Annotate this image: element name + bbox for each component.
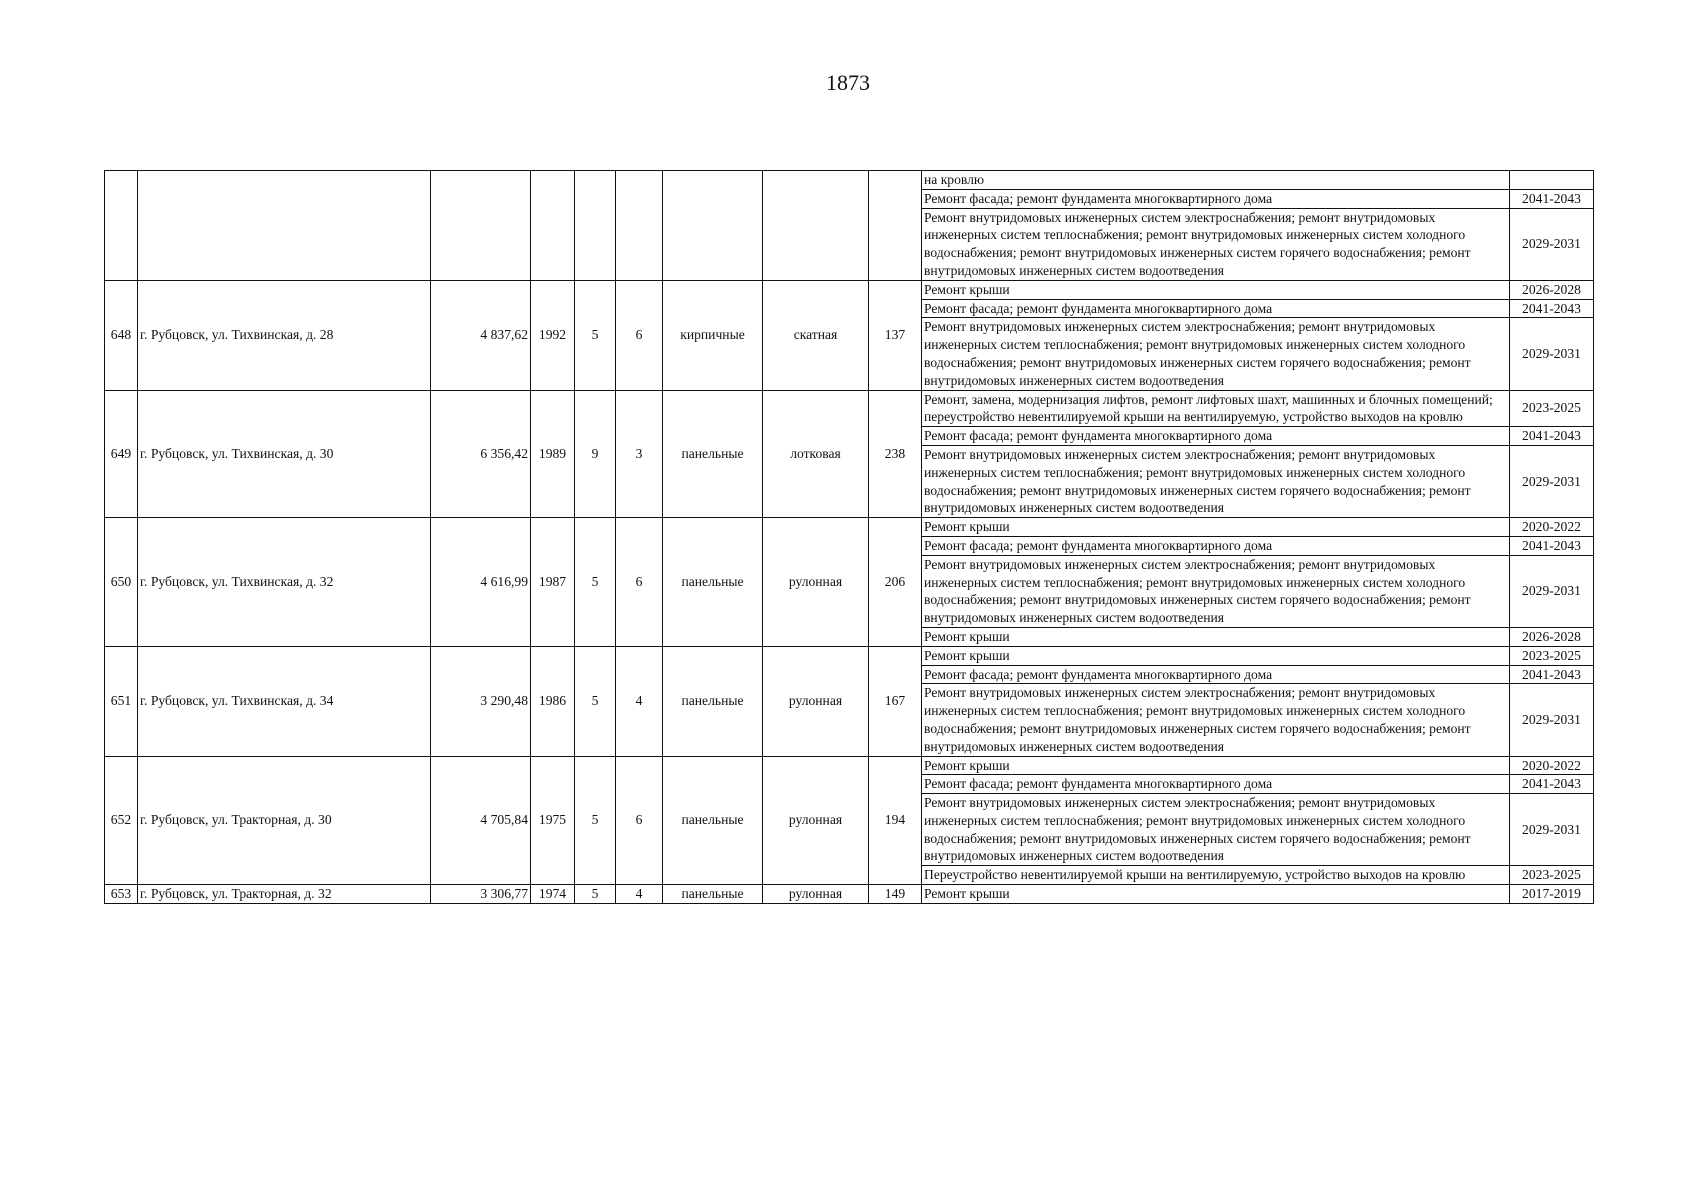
work-years-cell: 2029-2031 [1510, 555, 1594, 627]
work-years-cell: 2023-2025 [1510, 646, 1594, 665]
table-row [105, 280, 1594, 299]
floors-cell [575, 171, 616, 281]
work-type-cell: Ремонт крыши [922, 646, 1510, 665]
year-built-cell: 1987 [531, 518, 575, 647]
residents-cell: 194 [869, 756, 922, 885]
walls-material-cell: панельные [663, 390, 763, 518]
floors-cell: 5 [575, 280, 616, 390]
year-built-cell: 1974 [531, 885, 575, 904]
work-type-cell: Ремонт фасада; ремонт фундамента многоквартирного дома [922, 775, 1510, 794]
walls-material-cell: панельные [663, 518, 763, 647]
work-years-cell: 2029-2031 [1510, 208, 1594, 280]
work-years-cell: 2029-2031 [1510, 445, 1594, 517]
residents-cell: 167 [869, 646, 922, 756]
work-years-cell: 2041-2043 [1510, 775, 1594, 794]
row-number-cell: 652 [105, 756, 138, 885]
work-years-cell: 2023-2025 [1510, 866, 1594, 885]
address-cell: г. Рубцовск, ул. Тихвинская, д. 32 [138, 518, 431, 647]
work-type-cell: на кровлю [922, 171, 1510, 190]
floors-cell: 5 [575, 885, 616, 904]
work-type-cell: Ремонт фасада; ремонт фундамента многоквартирного дома [922, 665, 1510, 684]
area-cell [431, 171, 531, 281]
work-years-cell: 2041-2043 [1510, 427, 1594, 446]
work-type-cell: Ремонт крыши [922, 627, 1510, 646]
address-cell: г. Рубцовск, ул. Тракторная, д. 30 [138, 756, 431, 885]
roof-type-cell: лотковая [763, 390, 869, 518]
entrances-cell: 4 [616, 885, 663, 904]
address-cell: г. Рубцовск, ул. Тракторная, д. 32 [138, 885, 431, 904]
work-type-cell: Ремонт внутридомовых инженерных систем электроснабжения; ремонт внутридомовых инженерных систем теплоснабжения; ремонт внутридомовых инженерных систем холодного водоснабжения; ремонт внутридомовых инженерных систем горячего водоснабжения; ремонт внутридомовых инженерных систем водоотведения [922, 684, 1510, 756]
work-years-cell: 2020-2022 [1510, 518, 1594, 537]
floors-cell: 9 [575, 390, 616, 518]
table-row [105, 756, 1594, 775]
walls-material-cell: панельные [663, 756, 763, 885]
row-number-cell: 650 [105, 518, 138, 647]
work-years-cell [1510, 171, 1594, 190]
roof-type-cell: рулонная [763, 518, 869, 647]
work-type-cell: Ремонт крыши [922, 280, 1510, 299]
row-number-cell: 653 [105, 885, 138, 904]
walls-material-cell: панельные [663, 885, 763, 904]
work-type-cell: Ремонт внутридомовых инженерных систем электроснабжения; ремонт внутридомовых инженерных систем теплоснабжения; ремонт внутридомовых инженерных систем холодного водоснабжения; ремонт внутридомовых инженерных систем горячего водоснабжения; ремонт внутридомовых инженерных систем водоотведения [922, 208, 1510, 280]
area-cell: 6 356,42 [431, 390, 531, 518]
work-years-cell: 2029-2031 [1510, 318, 1594, 390]
year-built-cell: 1975 [531, 756, 575, 885]
work-years-cell: 2023-2025 [1510, 390, 1594, 427]
work-type-cell: Ремонт внутридомовых инженерных систем электроснабжения; ремонт внутридомовых инженерных систем теплоснабжения; ремонт внутридомовых инженерных систем холодного водоснабжения; ремонт внутридомовых инженерных систем горячего водоснабжения; ремонт внутридомовых инженерных систем водоотведения [922, 318, 1510, 390]
table-row [105, 646, 1594, 665]
residents-cell: 238 [869, 390, 922, 518]
year-built-cell: 1989 [531, 390, 575, 518]
work-type-cell: Ремонт крыши [922, 885, 1510, 904]
table-row [105, 885, 1594, 904]
work-years-cell: 2026-2028 [1510, 280, 1594, 299]
roof-type-cell: рулонная [763, 756, 869, 885]
work-type-cell: Переустройство невентилируемой крыши на вентилируемую, устройство выходов на кровлю [922, 866, 1510, 885]
walls-material-cell: панельные [663, 646, 763, 756]
year-built-cell [531, 171, 575, 281]
entrances-cell: 6 [616, 280, 663, 390]
table-row [105, 518, 1594, 537]
row-number-cell [105, 171, 138, 281]
work-type-cell: Ремонт фасада; ремонт фундамента многоквартирного дома [922, 536, 1510, 555]
row-number-cell: 648 [105, 280, 138, 390]
table-row [105, 171, 1594, 190]
work-type-cell: Ремонт, замена, модернизация лифтов, ремонт лифтовых шахт, машинных и блочных помещений; переустройство невентилируемой крыши на вентилируемую, устройство выходов на кровлю [922, 390, 1510, 427]
work-years-cell: 2041-2043 [1510, 536, 1594, 555]
roof-type-cell: рулонная [763, 885, 869, 904]
entrances-cell: 4 [616, 646, 663, 756]
work-years-cell: 2041-2043 [1510, 299, 1594, 318]
work-type-cell: Ремонт внутридомовых инженерных систем электроснабжения; ремонт внутридомовых инженерных систем теплоснабжения; ремонт внутридомовых инженерных систем холодного водоснабжения; ремонт внутридомовых инженерных систем горячего водоснабжения; ремонт внутридомовых инженерных систем водоотведения [922, 794, 1510, 866]
area-cell: 4 837,62 [431, 280, 531, 390]
work-type-cell: Ремонт фасада; ремонт фундамента многоквартирного дома [922, 427, 1510, 446]
area-cell: 4 705,84 [431, 756, 531, 885]
work-years-cell: 2017-2019 [1510, 885, 1594, 904]
floors-cell: 5 [575, 756, 616, 885]
work-type-cell: Ремонт внутридомовых инженерных систем электроснабжения; ремонт внутридомовых инженерных систем теплоснабжения; ремонт внутридомовых инженерных систем холодного водоснабжения; ремонт внутридомовых инженерных систем горячего водоснабжения; ремонт внутридомовых инженерных систем водоотведения [922, 555, 1510, 627]
residents-cell: 137 [869, 280, 922, 390]
work-years-cell: 2041-2043 [1510, 189, 1594, 208]
work-years-cell: 2041-2043 [1510, 665, 1594, 684]
roof-type-cell: скатная [763, 280, 869, 390]
address-cell: г. Рубцовск, ул. Тихвинская, д. 28 [138, 280, 431, 390]
work-years-cell: 2029-2031 [1510, 794, 1594, 866]
entrances-cell: 3 [616, 390, 663, 518]
area-cell: 3 290,48 [431, 646, 531, 756]
walls-material-cell: кирпичные [663, 280, 763, 390]
year-built-cell: 1992 [531, 280, 575, 390]
residents-cell [869, 171, 922, 281]
walls-material-cell [663, 171, 763, 281]
table-row [105, 390, 1594, 427]
work-years-cell: 2026-2028 [1510, 627, 1594, 646]
address-cell: г. Рубцовск, ул. Тихвинская, д. 30 [138, 390, 431, 518]
row-number-cell: 649 [105, 390, 138, 518]
work-years-cell: 2020-2022 [1510, 756, 1594, 775]
work-type-cell: Ремонт крыши [922, 756, 1510, 775]
entrances-cell: 6 [616, 756, 663, 885]
address-cell: г. Рубцовск, ул. Тихвинская, д. 34 [138, 646, 431, 756]
work-type-cell: Ремонт фасада; ремонт фундамента многоквартирного дома [922, 189, 1510, 208]
row-number-cell: 651 [105, 646, 138, 756]
area-cell: 4 616,99 [431, 518, 531, 647]
floors-cell: 5 [575, 646, 616, 756]
roof-type-cell: рулонная [763, 646, 869, 756]
area-cell: 3 306,77 [431, 885, 531, 904]
work-type-cell: Ремонт фасада; ремонт фундамента многоквартирного дома [922, 299, 1510, 318]
entrances-cell [616, 171, 663, 281]
roof-type-cell [763, 171, 869, 281]
entrances-cell: 6 [616, 518, 663, 647]
work-years-cell: 2029-2031 [1510, 684, 1594, 756]
capital-repair-table [104, 170, 1594, 904]
floors-cell: 5 [575, 518, 616, 647]
work-type-cell: Ремонт внутридомовых инженерных систем электроснабжения; ремонт внутридомовых инженерных систем теплоснабжения; ремонт внутридомовых инженерных систем холодного водоснабжения; ремонт внутридомовых инженерных систем горячего водоснабжения; ремонт внутридомовых инженерных систем водоотведения [922, 445, 1510, 517]
residents-cell: 149 [869, 885, 922, 904]
year-built-cell: 1986 [531, 646, 575, 756]
residents-cell: 206 [869, 518, 922, 647]
address-cell [138, 171, 431, 281]
work-type-cell: Ремонт крыши [922, 518, 1510, 537]
page-number: 1873 [826, 70, 870, 95]
